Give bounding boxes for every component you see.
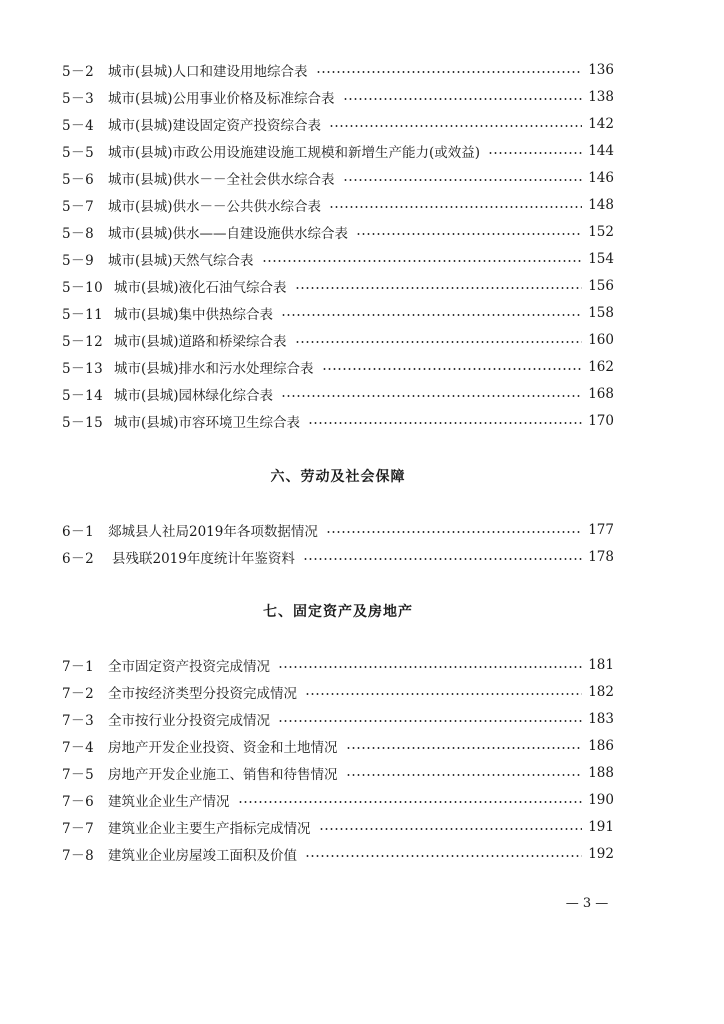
toc-entry[interactable] (62, 246, 614, 272)
toc-entry-title: 郯城县人社局2019年各项数据情况 (108, 524, 318, 540)
toc-entry-title: 城市(县城)建设固定资产投资综合表 (108, 118, 322, 134)
dot-leader (305, 855, 582, 857)
dot-leader (322, 368, 583, 370)
toc-entry-page: 183 (588, 711, 614, 727)
toc-entry-title: 城市(县城)集中供热综合表 (114, 307, 274, 323)
dot-leader (329, 125, 582, 127)
section-heading: 六、劳动及社会保障 (270, 469, 406, 485)
toc-entry[interactable] (62, 733, 614, 759)
dot-leader (278, 720, 582, 722)
toc-entry-page: 181 (588, 657, 614, 673)
toc-entry-title: 城市(县城)供水－－公共供水综合表 (108, 199, 322, 215)
toc-entry-page: 168 (588, 386, 614, 402)
toc-entry-number: 5－3 (62, 91, 95, 107)
dot-leader (316, 71, 583, 73)
toc-entry-page: 154 (588, 251, 614, 267)
toc-entry-number: 7－1 (62, 659, 95, 675)
toc-entry-page: 160 (588, 332, 614, 348)
dot-leader (343, 98, 583, 100)
dot-leader (329, 206, 582, 208)
toc-entry[interactable] (62, 273, 614, 299)
toc-entry-page: 136 (588, 62, 614, 78)
toc-entry-page: 190 (588, 792, 614, 808)
dot-leader (343, 179, 583, 181)
toc-entry-number: 5－10 (62, 280, 104, 296)
toc-entry[interactable] (62, 679, 614, 705)
toc-entry-number: 5－4 (62, 118, 95, 134)
toc-entry[interactable] (62, 544, 614, 570)
toc-entry[interactable] (62, 787, 614, 813)
page-number: — 3 — (565, 896, 609, 911)
toc-entry-title: 房地产开发企业投资、资金和土地情况 (108, 740, 338, 756)
toc-entry[interactable] (62, 192, 614, 218)
toc-entry-title: 城市(县城)人口和建设用地综合表 (108, 64, 308, 80)
toc-entry[interactable] (62, 327, 614, 353)
toc-entry-page: 152 (588, 224, 614, 240)
dot-leader (281, 314, 582, 316)
dot-leader (346, 747, 583, 749)
toc-entry-title: 城市(县城)天然气综合表 (108, 253, 254, 269)
toc-entry[interactable] (62, 652, 614, 678)
toc-entry[interactable] (62, 517, 614, 543)
toc-entry-title: 建筑业企业房屋竣工面积及价值 (108, 848, 297, 864)
toc-entry-title: 城市(县城)公用事业价格及标准综合表 (108, 91, 335, 107)
toc-entry-number: 7－3 (62, 713, 95, 729)
dot-leader (295, 287, 583, 289)
toc-entry-number: 6－1 (62, 524, 95, 540)
toc-entry[interactable] (62, 381, 614, 407)
toc-entry[interactable] (62, 219, 614, 245)
toc-entry[interactable] (62, 138, 614, 164)
toc-entry[interactable] (62, 760, 614, 786)
toc-entry-title: 城市(县城)市政公用设施建设施工规模和新增生产能力(或效益) (108, 145, 481, 161)
toc-entry-page: 170 (588, 413, 614, 429)
toc-entry-number: 5－12 (62, 334, 104, 350)
toc-entry-title: 建筑业企业生产情况 (108, 794, 230, 810)
dot-leader (281, 395, 582, 397)
toc-entry-title: 全市按经济类型分投资完成情况 (108, 686, 297, 702)
dot-leader (262, 260, 583, 262)
toc-entry-title: 县残联2019年度统计年鉴资料 (112, 551, 295, 567)
dot-leader (356, 233, 582, 235)
toc-entry-page: 138 (588, 89, 614, 105)
toc-entry[interactable] (62, 841, 614, 867)
dot-leader (238, 801, 583, 803)
dot-leader (346, 774, 583, 776)
dot-leader (319, 828, 583, 830)
toc-entry[interactable] (62, 814, 614, 840)
toc-entry[interactable] (62, 300, 614, 326)
toc-entry[interactable] (62, 706, 614, 732)
toc-entry-number: 5－15 (62, 415, 104, 431)
toc-entry-number: 5－5 (62, 145, 95, 161)
toc-entry[interactable] (62, 354, 614, 380)
toc-entry-number: 5－13 (62, 361, 104, 377)
toc-entry-title: 城市(县城)供水－－全社会供水综合表 (108, 172, 335, 188)
toc-entry-number: 6－2 (62, 551, 95, 567)
toc-entry-page: 192 (588, 846, 614, 862)
toc-entry-title: 房地产开发企业施工、销售和待售情况 (108, 767, 338, 783)
toc-entry-page: 156 (588, 278, 614, 294)
toc-entry-page: 177 (588, 522, 614, 538)
dot-leader (326, 531, 582, 533)
toc-entry[interactable] (62, 408, 614, 434)
toc-entry-title: 全市固定资产投资完成情况 (108, 659, 270, 675)
toc-entry-page: 178 (588, 549, 614, 565)
toc-entry[interactable] (62, 111, 614, 137)
toc-entry-page: 144 (588, 143, 614, 159)
toc-entry-title: 城市(县城)园林绿化综合表 (114, 388, 274, 404)
toc-entry-number: 5－6 (62, 172, 95, 188)
toc-entry-number: 7－2 (62, 686, 95, 702)
toc-entry-page: 162 (588, 359, 614, 375)
toc-entry[interactable] (62, 84, 614, 110)
toc-entry-number: 7－4 (62, 740, 95, 756)
toc-entry-page: 146 (588, 170, 614, 186)
toc-entry-page: 191 (588, 819, 614, 835)
toc-entry-number: 5－14 (62, 388, 104, 404)
toc-entry-number: 7－8 (62, 848, 95, 864)
dot-leader (308, 422, 582, 424)
toc-entry-page: 188 (588, 765, 614, 781)
toc-entry-page: 158 (588, 305, 614, 321)
toc-entry-title: 城市(县城)排水和污水处理综合表 (114, 361, 314, 377)
toc-entry-number: 5－7 (62, 199, 95, 215)
toc-entry-title: 城市(县城)市容环境卫生综合表 (114, 415, 301, 431)
toc-entry-title: 城市(县城)供水——自建设施供水综合表 (108, 226, 349, 242)
toc-entry-title: 全市按行业分投资完成情况 (108, 713, 270, 729)
toc-entry-page: 148 (588, 197, 614, 213)
toc-entry-page: 142 (588, 116, 614, 132)
dot-leader (305, 693, 582, 695)
toc-entry-number: 7－6 (62, 794, 95, 810)
toc-entry-number: 5－2 (62, 64, 95, 80)
section-heading: 七、固定资产及房地产 (263, 604, 413, 620)
dot-leader (488, 152, 582, 154)
toc-entry-number: 5－9 (62, 253, 95, 269)
toc-entry-title: 建筑业企业主要生产指标完成情况 (108, 821, 311, 837)
toc-entry-number: 5－11 (62, 307, 104, 323)
dot-leader (303, 558, 582, 560)
toc-entry[interactable] (62, 57, 614, 83)
dot-leader (278, 666, 582, 668)
dot-leader (295, 341, 583, 343)
toc-entry-title: 城市(县城)道路和桥梁综合表 (114, 334, 287, 350)
toc-entry-number: 7－5 (62, 767, 95, 783)
toc-entry[interactable] (62, 165, 614, 191)
toc-entry-title: 城市(县城)液化石油气综合表 (114, 280, 287, 296)
toc-entry-number: 7－7 (62, 821, 95, 837)
toc-entry-page: 182 (588, 684, 614, 700)
toc-entry-page: 186 (588, 738, 614, 754)
toc-entry-number: 5－8 (62, 226, 95, 242)
